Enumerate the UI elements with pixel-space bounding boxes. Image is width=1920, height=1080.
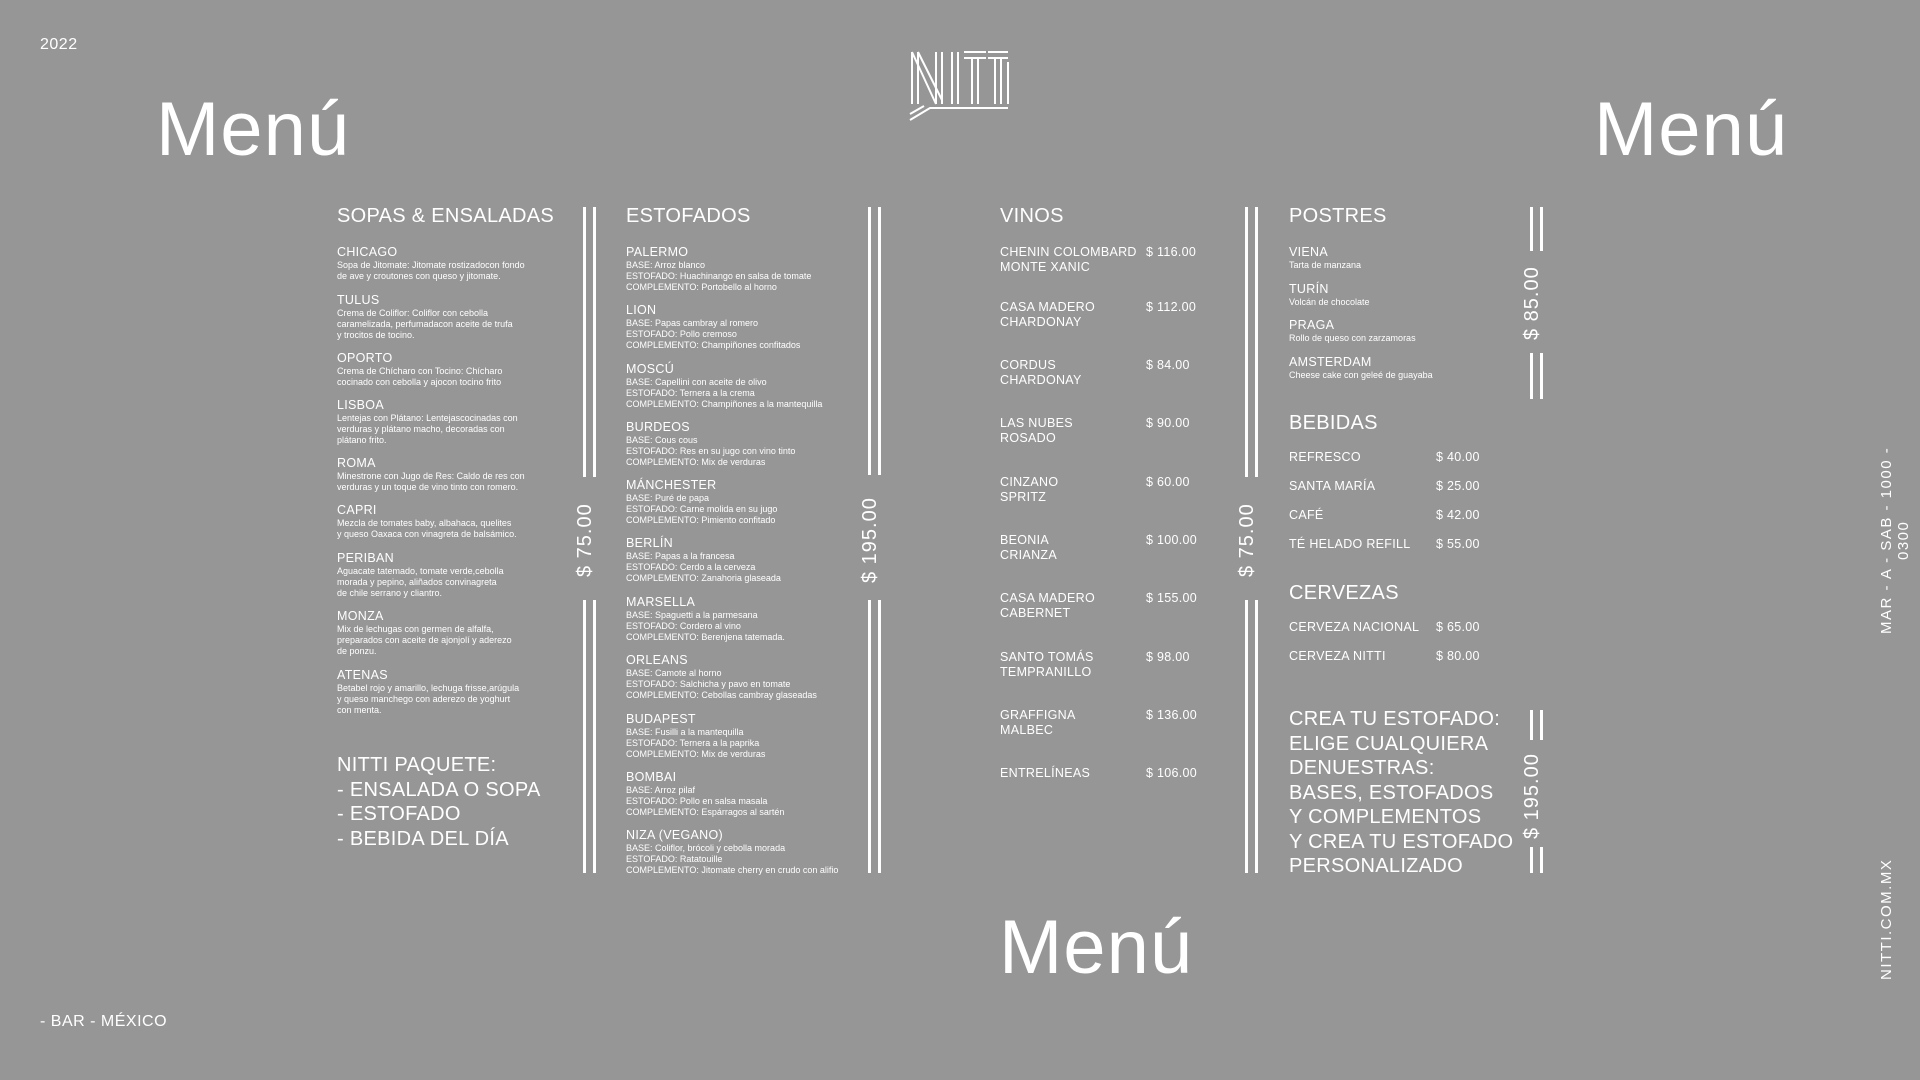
dish-item xyxy=(337,398,547,446)
dish-item xyxy=(337,609,547,657)
price-rail-bottom xyxy=(868,600,884,873)
crea-price: $ 195.00 xyxy=(1521,753,1543,839)
dish-desc: Betabel rojo y amarillo, lechuga frisse,arúgula xyxy=(337,683,520,693)
wine-name-line: ENTRELÍNEAS xyxy=(1000,766,1091,780)
wine-name-line: CASA MADERO xyxy=(1000,300,1095,314)
wine-name xyxy=(1000,358,1140,388)
wine-name xyxy=(1000,591,1140,621)
dish-name: ROMA xyxy=(337,456,376,470)
dish-desc: Lentejas con Plátano: Lentejascocinadas con xyxy=(337,413,518,423)
crea-line: ELIGE CUALQUIERA xyxy=(1289,732,1489,755)
dish-desc: ESTOFADO: Pollo en salsa masala xyxy=(626,796,768,806)
drink-price: $ 42.00 xyxy=(1436,508,1480,522)
sopas-price: $ 75.00 xyxy=(574,503,596,577)
wine-name-line: CINZANO xyxy=(1000,475,1059,489)
paquete-block xyxy=(337,753,541,851)
beer-item xyxy=(1289,649,1480,664)
right-section xyxy=(1289,205,1529,885)
dish-desc: BASE: Capellini con aceite de olivo xyxy=(626,377,767,387)
wine-name-line: CRIANZA xyxy=(1000,548,1057,562)
dish-desc: verduras y plátano macho, decoradas con xyxy=(337,424,505,434)
menu-title-left: Menú xyxy=(156,87,351,172)
section-title-cervezas: CERVEZAS xyxy=(1289,582,1399,604)
wine-name-line: CHARDONAY xyxy=(1000,315,1082,329)
wine-name xyxy=(1000,766,1140,781)
wine-name xyxy=(1000,245,1140,275)
drink-item xyxy=(1289,450,1480,465)
drink-price: $ 40.00 xyxy=(1436,450,1480,464)
price-rail-bottom xyxy=(1530,847,1546,873)
dish-item xyxy=(626,420,866,468)
dish-item xyxy=(337,503,547,540)
wine-price: $ 106.00 xyxy=(1146,766,1198,780)
beer-price: $ 65.00 xyxy=(1436,620,1480,634)
wine-name-line: CASA MADERO xyxy=(1000,591,1095,605)
dish-desc: Mezcla de tomates baby, albahaca, quelites xyxy=(337,518,512,528)
dish-name: NIZA (VEGANO) xyxy=(626,828,723,842)
dish-item xyxy=(626,595,866,643)
beer-price: $ 80.00 xyxy=(1436,649,1480,663)
dish-desc: ESTOFADO: Salchicha y pavo en tomate xyxy=(626,679,791,689)
dish-desc: Crema de Coliflor: Coliflor con cebolla xyxy=(337,308,489,318)
wine-price: $ 98.00 xyxy=(1146,650,1190,664)
wine-name xyxy=(1000,416,1140,446)
dish-name: MONZA xyxy=(337,609,384,623)
wine-name xyxy=(1000,650,1140,680)
dessert-desc: Rollo de queso con zarzamoras xyxy=(1289,333,1416,343)
wine-name xyxy=(1000,475,1140,505)
dish-desc: ESTOFADO: Cerdo a la cerveza xyxy=(626,562,756,572)
dessert-name: TURÍN xyxy=(1289,282,1329,296)
estofados-section xyxy=(626,205,876,885)
sopas-section xyxy=(337,205,577,875)
wine-price: $ 116.00 xyxy=(1146,245,1197,259)
dish-desc: COMPLEMENTO: Jitomate cherry en crudo con alifio xyxy=(626,865,839,875)
dish-desc: Crema de Chícharo con Tocino: Chícharo xyxy=(337,366,503,376)
website-url[interactable]: NITTI.COM.MX xyxy=(1878,858,1895,980)
drink-item xyxy=(1289,537,1480,552)
dish-desc: de ponzu. xyxy=(337,646,377,656)
wine-name-line: LAS NUBES xyxy=(1000,416,1073,430)
price-rail-bottom xyxy=(583,600,599,873)
drink-name: SANTA MARÍA xyxy=(1289,479,1376,493)
price-rail-top xyxy=(868,207,884,475)
dish-desc: BASE: Cous cous xyxy=(626,435,698,445)
wine-name-line: CHENIN COLOMBARD xyxy=(1000,245,1137,259)
dessert-name: AMSTERDAM xyxy=(1289,355,1372,369)
dish-name: LION xyxy=(626,303,657,317)
drink-name: TÉ HELADO REFILL xyxy=(1289,537,1411,551)
price-rail-top xyxy=(1530,207,1546,251)
dish-name: BERLÍN xyxy=(626,536,673,550)
dessert-item xyxy=(1289,245,1361,271)
price-rail-top xyxy=(1530,710,1546,740)
dish-desc: Aguacate tatemado, tomate verde,cebolla xyxy=(337,566,504,576)
beer-name: CERVEZA NITTI xyxy=(1289,649,1386,663)
wine-price: $ 60.00 xyxy=(1146,475,1190,489)
drink-item xyxy=(1289,479,1480,494)
drink-name: REFRESCO xyxy=(1289,450,1361,464)
dish-name: CHICAGO xyxy=(337,245,398,259)
dish-desc: Mix de lechugas con germen de alfalfa, xyxy=(337,624,494,634)
crea-line: CREA TU ESTOFADO: xyxy=(1289,708,1501,730)
dish-desc: COMPLEMENTO: Zanahoria glaseada xyxy=(626,573,781,583)
wine-price: $ 112.00 xyxy=(1146,300,1197,314)
nitti-logo xyxy=(908,48,1012,122)
dish-name: BOMBAI xyxy=(626,770,677,784)
dish-desc: BASE: Camote al horno xyxy=(626,668,722,678)
section-title-bebidas: BEBIDAS xyxy=(1289,412,1378,434)
crea-block xyxy=(1289,707,1513,879)
dish-desc: BASE: Puré de papa xyxy=(626,493,710,503)
dish-item xyxy=(337,456,547,493)
dish-item xyxy=(337,551,547,599)
drink-name: CAFÉ xyxy=(1289,508,1324,522)
dish-name: OPORTO xyxy=(337,351,393,365)
dish-desc: BASE: Coliflor, brócoli y cebolla morada xyxy=(626,843,786,853)
wine-name-line: CABERNET xyxy=(1000,606,1071,620)
dish-name: PALERMO xyxy=(626,245,689,259)
dish-desc: COMPLEMENTO: Champiñones a la mantequilla xyxy=(626,399,823,409)
dish-desc: con menta. xyxy=(337,705,382,715)
wine-price: $ 100.00 xyxy=(1146,533,1198,547)
paquete-line: NITTI PAQUETE: xyxy=(337,754,497,776)
wine-name-line: MONTE XANIC xyxy=(1000,260,1091,274)
dish-item xyxy=(337,351,547,388)
dish-desc: Sopa de Jitomate: Jitomate rostizadocon fondo xyxy=(337,260,525,270)
dish-desc: ESTOFADO: Res en su jugo con vino tinto xyxy=(626,446,796,456)
vinos-price: $ 75.00 xyxy=(1236,503,1258,577)
dish-item xyxy=(337,293,547,341)
crea-line: Y COMPLEMENTOS xyxy=(1289,806,1482,828)
dish-desc: ESTOFADO: Cordero al vino xyxy=(626,621,741,631)
dish-desc: y queso manchego con aderezo de yoghurt xyxy=(337,694,511,704)
vinos-section xyxy=(1000,205,1220,805)
paquete-line: - ESTOFADO xyxy=(337,803,461,825)
dish-name: TULUS xyxy=(337,293,380,307)
dish-item xyxy=(626,362,866,410)
dish-desc: COMPLEMENTO: Pimiento confitado xyxy=(626,515,776,525)
dish-desc: COMPLEMENTO: Champiñones confitados xyxy=(626,340,801,350)
dish-desc: ESTOFADO: Ternera a la paprika xyxy=(626,738,760,748)
dessert-name: VIENA xyxy=(1289,245,1329,259)
dish-name: LISBOA xyxy=(337,398,384,412)
dish-item xyxy=(626,536,866,584)
section-title-vinos: VINOS xyxy=(1000,205,1064,227)
dish-name: MOSCÚ xyxy=(626,362,675,376)
wine-name-line: GRAFFIGNA xyxy=(1000,708,1076,722)
price-rail-bottom xyxy=(1245,600,1261,873)
section-title-postres: POSTRES xyxy=(1289,205,1387,227)
dish-desc: de chile serrano y cliantro. xyxy=(337,588,443,598)
dish-name: BURDEOS xyxy=(626,420,690,434)
dessert-item xyxy=(1289,355,1433,381)
dessert-item xyxy=(1289,282,1370,308)
dish-item xyxy=(626,712,866,760)
wine-price: $ 155.00 xyxy=(1146,591,1198,605)
dish-desc: ESTOFADO: Ratatouille xyxy=(626,854,723,864)
dish-desc: BASE: Arroz pilaf xyxy=(626,785,696,795)
estofados-price: $ 195.00 xyxy=(859,497,881,583)
dish-desc: ESTOFADO: Huachinango en salsa de tomate xyxy=(626,271,812,281)
dish-desc: y trocitos de tocino. xyxy=(337,330,415,340)
wine-name-line: ROSADO xyxy=(1000,431,1056,445)
wine-name xyxy=(1000,708,1140,738)
section-title-sopas: SOPAS & ENSALADAS xyxy=(337,205,555,227)
menu-title-bottom: Menú xyxy=(999,905,1194,990)
dish-desc: COMPLEMENTO: Cebollas cambray glaseadas xyxy=(626,690,817,700)
dish-item xyxy=(626,653,866,701)
dish-name: PERIBAN xyxy=(337,551,394,565)
price-rail-top xyxy=(583,207,599,477)
dish-desc: BASE: Papas cambray al romero xyxy=(626,318,759,328)
crea-line: Y CREA TU ESTOFADO xyxy=(1289,830,1514,853)
dessert-desc: Volcán de chocolate xyxy=(1289,297,1370,307)
dish-name: ATENAS xyxy=(337,668,388,682)
dish-desc: BASE: Arroz blanco xyxy=(626,260,706,270)
crea-line: BASES, ESTOFADOS xyxy=(1289,781,1494,804)
dish-desc: morada y pepino, aliñados convinagreta xyxy=(337,577,497,587)
beer-item xyxy=(1289,620,1480,635)
wine-name-line: MALBEC xyxy=(1000,723,1054,737)
price-rail-top xyxy=(1245,207,1261,477)
beer-name: CERVEZA NACIONAL xyxy=(1289,620,1420,634)
dish-desc: caramelizada, perfumadacon aceite de trufa xyxy=(337,319,513,329)
dish-desc: Minestrone con Jugo de Res: Caldo de res con xyxy=(337,471,525,481)
drink-item xyxy=(1289,508,1480,523)
dish-desc: BASE: Spaguetti a la parmesana xyxy=(626,610,758,620)
dish-desc: verduras y un toque de vino tinto con romero. xyxy=(337,482,519,492)
dish-desc: ESTOFADO: Carne molida en su jugo xyxy=(626,504,778,514)
price-rail-bottom xyxy=(1530,353,1546,399)
postres-price: $ 85.00 xyxy=(1521,266,1543,340)
wine-name-line: CHARDONAY xyxy=(1000,373,1082,387)
dish-desc: COMPLEMENTO: Mix de verduras xyxy=(626,457,766,467)
dish-desc: COMPLEMENTO: Berenjena tatemada. xyxy=(626,632,785,642)
dish-desc: de ave y croutones con queso y jitomate. xyxy=(337,271,501,281)
dish-desc: BASE: Fusilli a la mantequilla xyxy=(626,727,744,737)
dessert-desc: Cheese cake con geleé de guayaba xyxy=(1289,370,1433,380)
dish-item xyxy=(337,245,547,282)
dish-item xyxy=(626,828,871,876)
dish-desc: ESTOFADO: Ternera a la crema xyxy=(626,388,755,398)
wine-name-line: SPRITZ xyxy=(1000,490,1047,504)
menu-title-right: Menú xyxy=(1594,87,1789,172)
dish-desc: COMPLEMENTO: Mix de verduras xyxy=(626,749,766,759)
year-label: 2022 xyxy=(40,36,78,53)
wine-name-line: CORDUS xyxy=(1000,358,1056,372)
section-title-estofados: ESTOFADOS xyxy=(626,205,751,227)
dish-item xyxy=(626,303,866,351)
wine-price: $ 136.00 xyxy=(1146,708,1198,722)
dessert-desc: Tarta de manzana xyxy=(1289,260,1362,270)
dessert-name: PRAGA xyxy=(1289,318,1335,332)
dish-item xyxy=(626,478,866,526)
dish-name: ORLEANS xyxy=(626,653,688,667)
dish-name: BUDAPEST xyxy=(626,712,696,726)
dish-desc: ESTOFADO: Pollo cremoso xyxy=(626,329,737,339)
dish-desc: preparados con aceite de ajonjolí y aderezo xyxy=(337,635,512,645)
dish-name: MARSELLA xyxy=(626,595,696,609)
dish-desc: y queso Oaxaca con vinagreta de balsámico. xyxy=(337,529,517,539)
opening-hours: MAR - A - SAB - 1000 - 0300 xyxy=(1878,446,1912,634)
dish-item xyxy=(626,245,866,293)
wine-price: $ 84.00 xyxy=(1146,358,1190,372)
drink-price: $ 25.00 xyxy=(1436,479,1480,493)
dish-desc: plátano frito. xyxy=(337,435,387,445)
dish-desc: COMPLEMENTO: Espárragos al sartén xyxy=(626,807,785,817)
wine-name xyxy=(1000,533,1140,563)
dish-desc: BASE: Papas a la francesa xyxy=(626,551,735,561)
paquete-line: - BEBIDA DEL DÍA xyxy=(337,827,509,850)
dish-desc: COMPLEMENTO: Portobello al horno xyxy=(626,282,777,292)
crea-line: PERSONALIZADO xyxy=(1289,855,1463,877)
dish-desc: cocinado con cebolla y ajocon tocino frito xyxy=(337,377,502,387)
paquete-line: - ENSALADA O SOPA xyxy=(337,778,541,801)
dish-name: CAPRI xyxy=(337,503,377,517)
dish-item xyxy=(337,668,547,716)
wine-name xyxy=(1000,300,1140,330)
wine-name-line: BEONIA xyxy=(1000,533,1050,547)
drink-price: $ 55.00 xyxy=(1436,537,1480,551)
footer-location: - BAR - MÉXICO xyxy=(40,1013,168,1030)
wine-price: $ 90.00 xyxy=(1146,416,1190,430)
crea-line: DENUESTRAS: xyxy=(1289,757,1435,779)
dish-item xyxy=(626,770,866,818)
wine-name-line: SANTO TOMÁS xyxy=(1000,650,1094,664)
wine-name-line: TEMPRANILLO xyxy=(1000,665,1092,679)
dish-name: MÁNCHESTER xyxy=(626,478,717,492)
dessert-item xyxy=(1289,318,1416,344)
